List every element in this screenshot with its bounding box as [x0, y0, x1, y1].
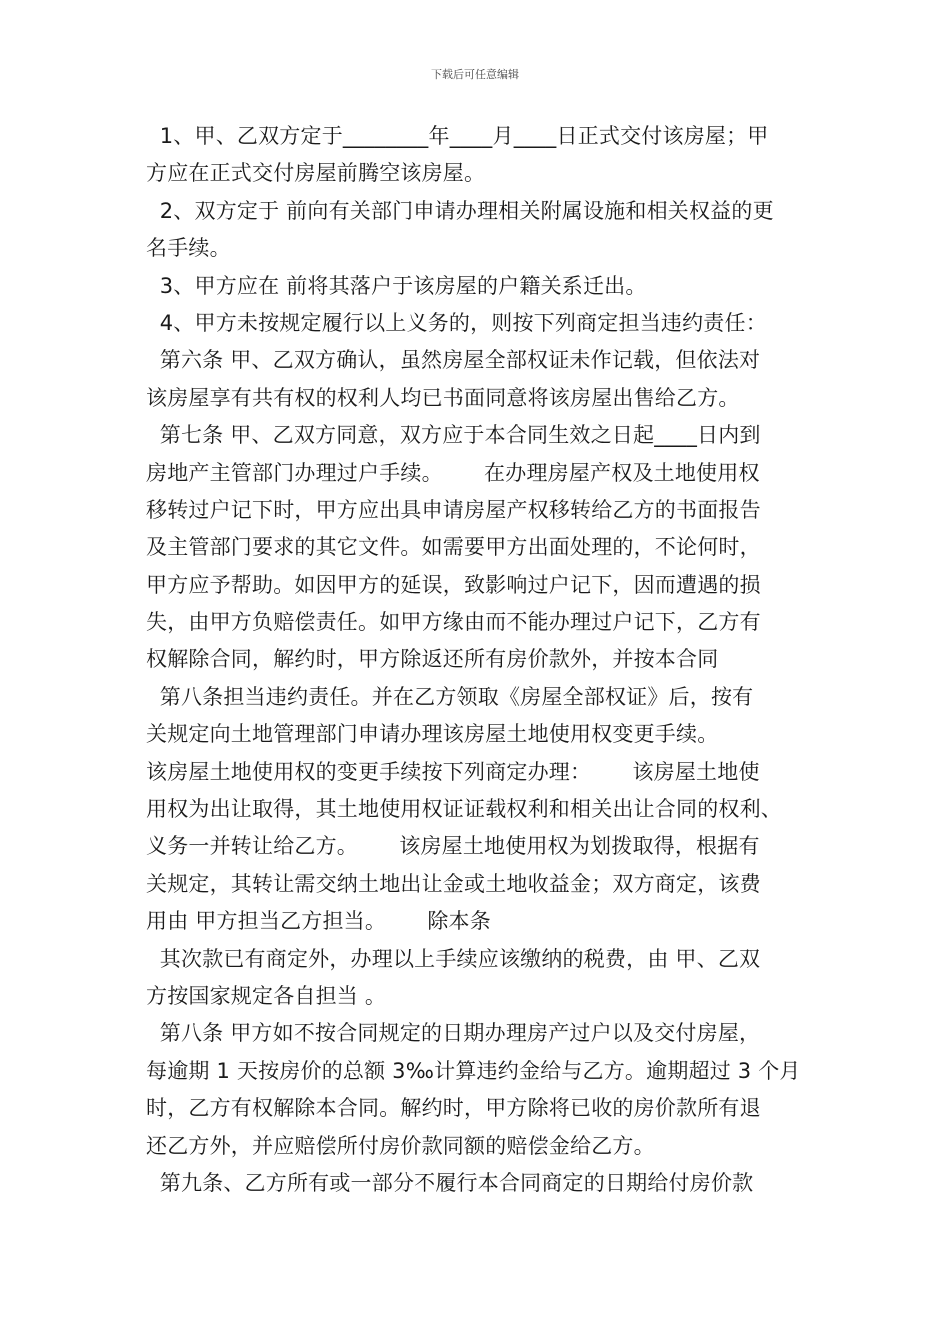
- body-line: 关规定向土地管理部门申请办理该房屋土地使用权变更手续。: [146, 722, 719, 747]
- body-line: 每逾期 1 天按房价的总额 3‰计算违约金给与乙方。逾期超过 3 个月: [146, 1058, 801, 1083]
- body-line: 第六条 甲、乙双方确认，虽然房屋全部权证未作记载，但依法对: [146, 348, 761, 373]
- body-line: 甲方应予帮助。如因甲方的延误，致影响过户记下，因而遭遇的损: [146, 572, 761, 597]
- body-line: 3、甲方应在 前将其落户于该房屋的户籍关系迁出。: [146, 273, 647, 298]
- body-line: 第八条 甲方如不按合同规定的日期办理房产过户以及交付房屋，: [146, 1021, 761, 1046]
- body-line: 及主管部门要求的其它文件。如需要甲方出面处理的，不论何时，: [146, 535, 761, 560]
- body-line: 1、甲、乙双方定于________年____月____日正式交付该房屋；甲: [146, 124, 769, 148]
- body-line: 其次款已有商定外，办理以上手续应该缴纳的税费，由 甲、乙双: [146, 946, 761, 971]
- body-line: 名手续。: [146, 236, 231, 261]
- body-line: 房地产主管部门办理过户手续。 在办理房屋产权及土地使用权: [146, 460, 760, 485]
- body-line: 该房屋享有共有权的权利人均已书面同意将该房屋出售给乙方。: [146, 385, 740, 410]
- page-header: 下载后可任意编辑: [431, 68, 519, 81]
- document-body: [146, 118, 816, 1202]
- body-line: 用由 甲方担当乙方担当。 除本条: [146, 909, 491, 934]
- body-line: 关规定，其转让需交纳土地出让金或土地收益金；双方商定，该费: [146, 871, 761, 896]
- body-line: 义务一并转让给乙方。 该房屋土地使用权为划拨取得，根据有: [146, 834, 760, 859]
- body-line: 该房屋土地使用权的变更手续按下列商定办理： 该房屋土地使: [146, 759, 760, 784]
- body-line: 失，由甲方负赔偿责任。如甲方缘由而不能办理过户记下，乙方有: [146, 610, 761, 635]
- body-line: 方按国家规定各自担当 。: [146, 983, 387, 1008]
- body-line: 第九条、乙方所有或一部分不履行本合同商定的日期给付房价款: [146, 1170, 754, 1195]
- body-line: 权解除合同，解约时，甲方除返还所有房价款外，并按本合同: [146, 647, 719, 672]
- body-line: 方应在正式交付房屋前腾空该房屋。: [146, 161, 486, 186]
- body-line: 时，乙方有权解除本合同。解约时，甲方除将已收的房价款所有退: [146, 1096, 761, 1121]
- body-line: 4、甲方未按规定履行以上义务的，则按下列商定担当违约责任：: [146, 310, 767, 335]
- body-line: 移转过户记下时，甲方应出具申请房屋产权移转给乙方的书面报告: [146, 497, 761, 522]
- body-line: 2、双方定于 前向有关部门申请办理相关附属设施和相关权益的更: [146, 198, 774, 223]
- body-line: 还乙方外，并应赔偿所付房价款同额的赔偿金给乙方。: [146, 1133, 655, 1158]
- body-line: 第七条 甲、乙双方同意，双方应于本合同生效之日起____日内到: [146, 423, 761, 448]
- body-line: 用权为出让取得，其土地使用权证证载权利和相关出让合同的权利、: [146, 797, 782, 822]
- body-line: 第八条担当违约责任。并在乙方领取《房屋全部权证》后，按有: [146, 684, 754, 709]
